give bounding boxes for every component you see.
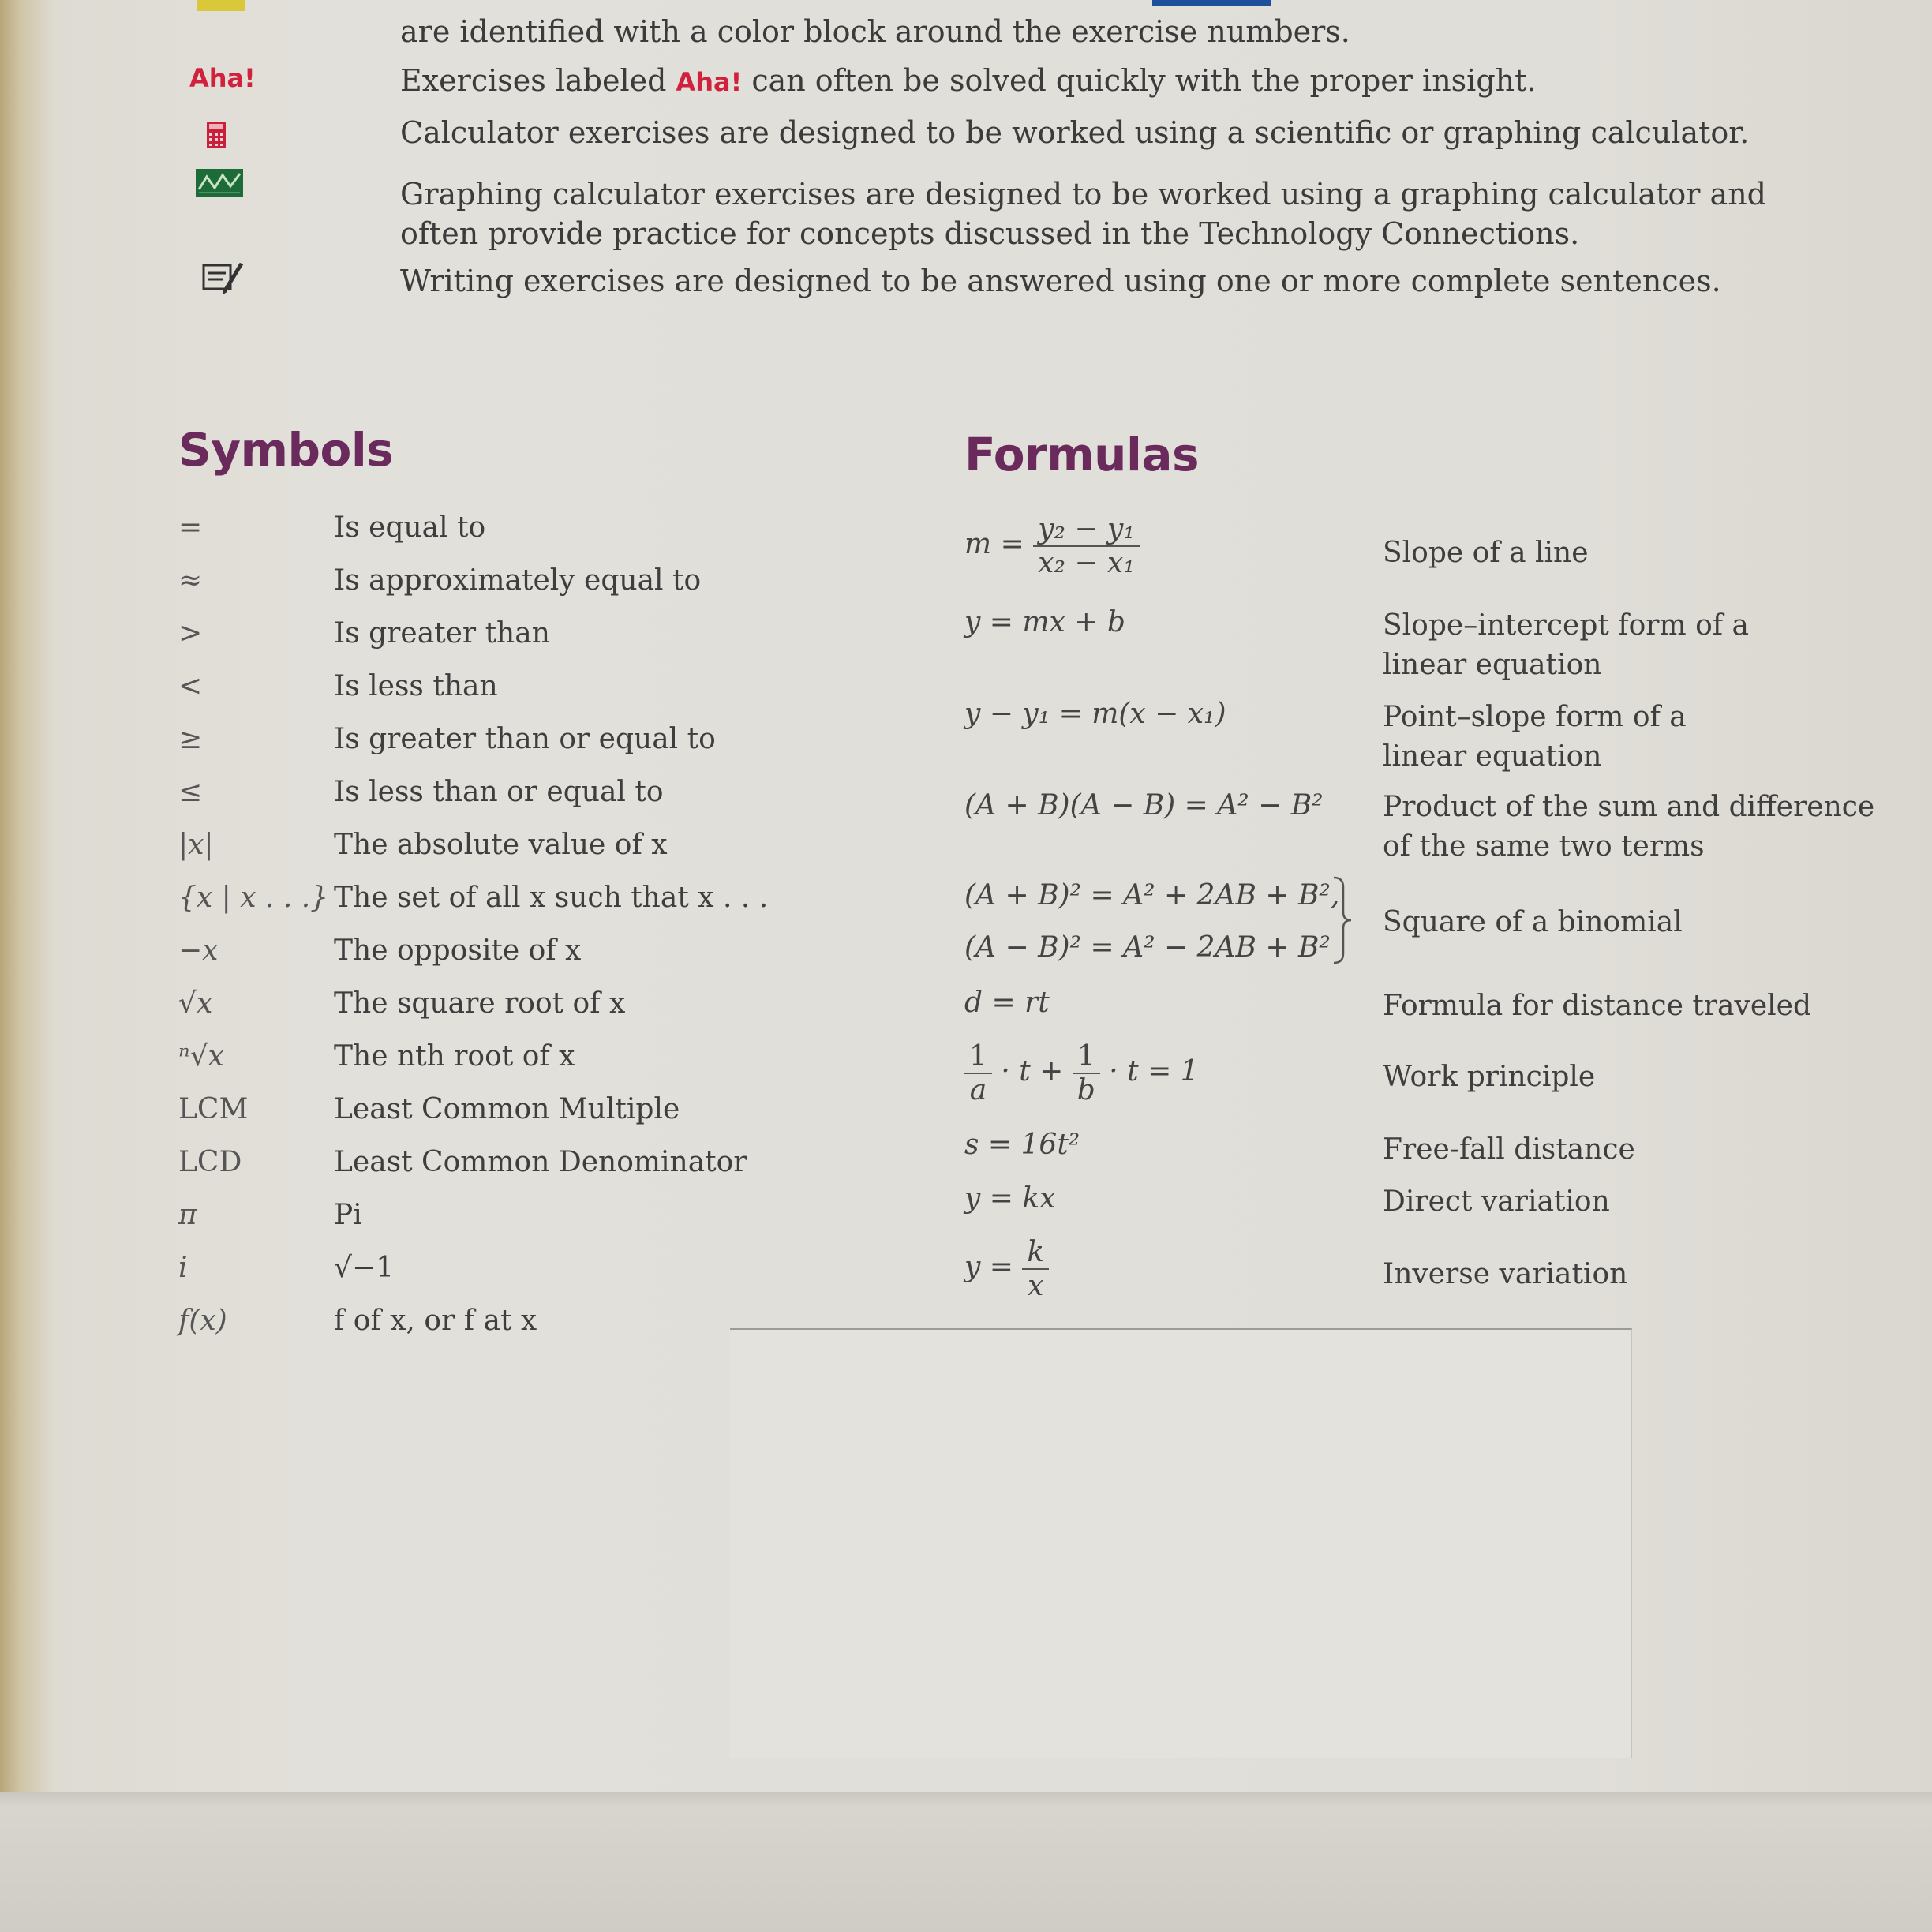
formula-distance: d = rt: [964, 987, 1050, 1019]
symbol: i: [178, 1252, 188, 1284]
legend-text-calculator: Calculator exercises are designed to be worked using a scientific or graphing calculator.: [400, 115, 1750, 150]
formula-desc: Work principle: [1383, 1061, 1596, 1093]
fraction: [1033, 513, 1140, 579]
aha-inline-label: Aha!: [676, 67, 743, 97]
numerator: k: [1022, 1236, 1049, 1270]
symbol-meaning: The absolute value of x: [334, 829, 668, 861]
fraction: [964, 1040, 992, 1106]
formula-binomial-diff: (A − B)² = A² − 2AB + B²: [964, 931, 1331, 964]
formula-desc: Point–slope form of a: [1383, 701, 1687, 733]
symbol-meaning: Is less than or equal to: [334, 776, 664, 808]
symbol-meaning: Pi: [334, 1199, 362, 1231]
formula-desc: Formula for distance traveled: [1383, 990, 1811, 1022]
formula-work: [964, 1040, 1199, 1106]
formula-direct: y = kx: [964, 1182, 1056, 1215]
symbol: −x: [178, 934, 219, 967]
formula-lhs: y =: [964, 1251, 1013, 1283]
formula-desc: Inverse variation: [1383, 1258, 1628, 1290]
symbol-row: [0, 670, 947, 717]
symbol: =: [178, 511, 203, 544]
formula-desc: Square of a binomial: [1383, 906, 1683, 938]
symbol-meaning: Is equal to: [334, 511, 486, 544]
symbol-meaning: Least Common Multiple: [334, 1093, 680, 1125]
formulas-heading: Formulas: [964, 428, 1199, 481]
symbol: f(x): [178, 1305, 227, 1337]
symbols-heading: Symbols: [178, 423, 394, 477]
symbol-meaning: The opposite of x: [334, 934, 582, 967]
formula-desc: Product of the sum and difference: [1383, 791, 1875, 823]
legend-text-color-block: are identified with a color block around the exercise numbers.: [400, 14, 1350, 49]
symbol-row: [0, 723, 947, 770]
formula-desc: Direct variation: [1383, 1185, 1610, 1218]
legend-text-graphing-2: often provide practice for concepts discussed in the Technology Connections.: [400, 216, 1580, 251]
symbol-row: [0, 829, 947, 876]
brace-icon: [1331, 876, 1354, 968]
symbol-meaning: √−1: [334, 1252, 395, 1284]
symbol-row: [0, 776, 947, 823]
denominator: a: [969, 1074, 987, 1106]
writing-icon: [200, 260, 245, 298]
symbol: ⁿ√x: [178, 1040, 224, 1073]
formula-slope: [964, 513, 1140, 579]
page-bottom-edge: [0, 1792, 1932, 1932]
legend-text-aha: Exercises labeled Aha! can often be solved quickly with the proper insight.: [400, 63, 1537, 98]
formula-desc: Slope of a line: [1383, 537, 1589, 569]
symbol-meaning: Is greater than or equal to: [334, 723, 716, 755]
fraction: [1022, 1236, 1049, 1302]
aha-label: Aha!: [189, 63, 256, 93]
formula-point-slope: y − y₁ = m(x − x₁): [964, 698, 1226, 730]
formula-desc: linear equation: [1383, 649, 1602, 681]
symbol: ≥: [178, 723, 203, 755]
formula-desc: Free-fall distance: [1383, 1133, 1635, 1166]
numerator: y₂ − y₁: [1033, 513, 1140, 547]
symbol-row: [0, 934, 947, 982]
symbol-row: [0, 987, 947, 1035]
formula-slope-intercept: y = mx + b: [964, 606, 1125, 638]
symbol: >: [178, 617, 203, 650]
legend-text-writing: Writing exercises are designed to be answered using one or more complete sentences.: [400, 264, 1721, 298]
symbol-row: [0, 882, 947, 929]
denominator: b: [1076, 1074, 1095, 1106]
symbol-meaning: Is approximately equal to: [334, 564, 702, 597]
symbol: π: [178, 1199, 197, 1231]
symbol-row: [0, 511, 947, 559]
symbol-row: [0, 1093, 947, 1140]
fraction: [1073, 1040, 1100, 1106]
formula-freefall: s = 16t²: [964, 1129, 1080, 1161]
legend-text-graphing-1: Graphing calculator exercises are designed to be worked using a graphing calculator and: [400, 177, 1767, 212]
symbol-meaning: Is less than: [334, 670, 498, 702]
symbol-row: [0, 1146, 947, 1193]
symbol: ≤: [178, 776, 203, 808]
symbol: {x | x . . .}: [178, 882, 329, 914]
symbol: LCD: [178, 1146, 242, 1178]
formula-mid: · t +: [1001, 1055, 1064, 1088]
blank-paper-patch: [730, 1328, 1632, 1758]
symbol: LCM: [178, 1093, 249, 1125]
formula-end: · t = 1: [1109, 1055, 1199, 1088]
symbol-meaning: The square root of x: [334, 987, 626, 1020]
symbol-meaning: The set of all x such that x . . .: [334, 882, 769, 914]
numerator: 1: [964, 1040, 992, 1074]
calculator-icon: [207, 122, 226, 152]
symbol-row: [0, 564, 947, 612]
symbol-meaning: f of x, or f at x: [334, 1305, 537, 1337]
symbol-meaning: Is greater than: [334, 617, 550, 650]
formula-inverse: [964, 1236, 1049, 1302]
symbol-row: [0, 1252, 947, 1299]
formula-desc: Slope–intercept form of a: [1383, 609, 1749, 642]
symbol: √x: [178, 987, 213, 1020]
symbol-row: [0, 1199, 947, 1246]
color-block-sample: [1152, 0, 1271, 6]
symbol-meaning: Least Common Denominator: [334, 1146, 747, 1178]
denominator: x₂ − x₁: [1038, 547, 1135, 579]
formula-lhs: m =: [964, 528, 1024, 560]
numerator: 1: [1073, 1040, 1100, 1074]
symbol: <: [178, 670, 203, 702]
formula-desc: linear equation: [1383, 740, 1602, 773]
formula-sum-difference: (A + B)(A − B) = A² − B²: [964, 789, 1324, 822]
symbol: ≈: [178, 564, 203, 597]
symbol: |x|: [178, 829, 214, 861]
denominator: x: [1028, 1270, 1044, 1302]
color-block-icon: [197, 0, 245, 11]
graphing-calculator-icon: [196, 169, 243, 200]
symbol-row: [0, 1040, 947, 1088]
formula-desc: of the same two terms: [1383, 830, 1705, 863]
symbol-row: [0, 617, 947, 665]
symbol-meaning: The nth root of x: [334, 1040, 575, 1073]
formula-binomial-sum: (A + B)² = A² + 2AB + B²,: [964, 879, 1340, 912]
